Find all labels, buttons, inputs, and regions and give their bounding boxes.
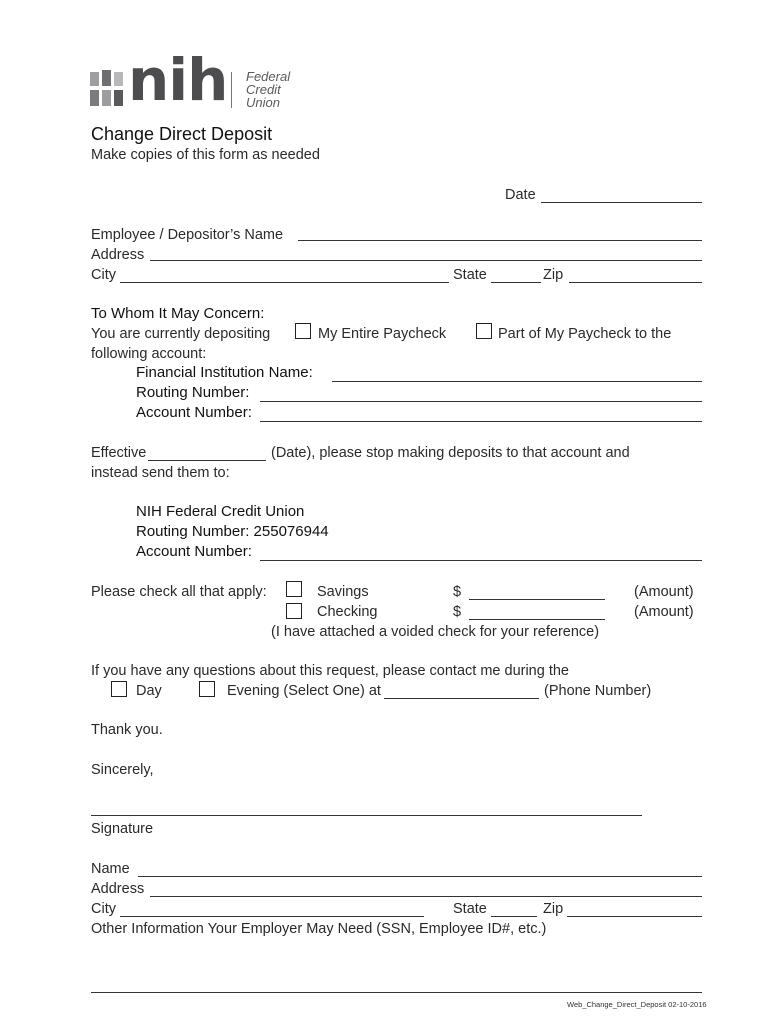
page-title: Change Direct Deposit (91, 124, 273, 144)
state-field[interactable] (491, 282, 541, 283)
footer-rule (91, 992, 702, 993)
financial-institution-label: Financial Institution Name: (136, 364, 313, 381)
checking-label: Checking (317, 604, 378, 620)
part-paycheck-checkbox[interactable] (476, 323, 492, 339)
bottom-state-label: State (453, 901, 487, 917)
account-number-label: Account Number: (136, 404, 252, 421)
bottom-city-field[interactable] (120, 916, 424, 917)
checking-amount-field[interactable] (469, 619, 605, 620)
sincerely-text: Sincerely, (91, 762, 154, 778)
routing-number-field[interactable] (260, 401, 702, 402)
day-checkbox[interactable] (111, 681, 127, 697)
effective-date-field[interactable] (148, 460, 266, 461)
savings-dollar-sign: $ (453, 584, 462, 600)
bottom-zip-label: Zip (543, 901, 564, 917)
entire-paycheck-checkbox[interactable] (295, 323, 311, 339)
bottom-address-field[interactable] (150, 896, 702, 897)
zip-label: Zip (543, 267, 564, 283)
date-field[interactable] (541, 202, 702, 203)
phone-number-label: (Phone Number) (544, 683, 652, 699)
checking-amount-label: (Amount) (634, 604, 694, 620)
date-label: Date (505, 187, 536, 203)
phone-number-field[interactable] (384, 698, 539, 699)
routing-number-label: Routing Number: (136, 384, 250, 401)
logo-divider (231, 72, 232, 108)
employee-name-label: Employee / Depositor’s Name (91, 227, 284, 243)
employee-name-field[interactable] (298, 240, 702, 241)
bottom-zip-field[interactable] (567, 916, 702, 917)
logo-wordmark: nih (128, 46, 228, 114)
zip-field[interactable] (569, 282, 702, 283)
account-number-field[interactable] (260, 421, 702, 422)
evening-checkbox[interactable] (199, 681, 215, 697)
part-paycheck-label: Part of My Paycheck to the (498, 326, 672, 342)
nih-name: NIH Federal Credit Union (136, 503, 305, 520)
city-label: City (91, 267, 116, 283)
nih-account-number-field[interactable] (260, 560, 702, 561)
day-label: Day (136, 683, 162, 699)
entire-paycheck-label: My Entire Paycheck (318, 326, 447, 342)
other-info-text: Other Information Your Employer May Need (SSN, Employee ID#, etc.) (91, 921, 547, 937)
savings-checkbox[interactable] (286, 581, 302, 597)
nih-routing-number: Routing Number: 255076944 (136, 523, 329, 540)
thank-you-text: Thank you. (91, 722, 163, 738)
name-field[interactable] (138, 876, 702, 877)
address-label: Address (91, 247, 145, 263)
voided-check-note: (I have attached a voided check for your reference) (271, 624, 600, 640)
state-label: State (453, 267, 487, 283)
questions-text: If you have any questions about this request, please contact me during the (91, 663, 569, 679)
checking-checkbox[interactable] (286, 603, 302, 619)
savings-amount-label: (Amount) (634, 584, 694, 600)
logo-line-union: Union (246, 95, 280, 110)
footer-form-code: Web_Change_Direct_Deposit 02-10-2016 (567, 1000, 707, 1009)
nih-logo (90, 46, 310, 114)
check-all-text: Please check all that apply: (91, 584, 267, 600)
bottom-state-field[interactable] (491, 916, 537, 917)
savings-label: Savings (317, 584, 369, 600)
logo-line-credit: Credit (246, 82, 281, 97)
savings-amount-field[interactable] (469, 599, 605, 600)
logo-line-federal: Federal (246, 69, 291, 84)
bottom-city-label: City (91, 901, 116, 917)
checking-dollar-sign: $ (453, 604, 462, 620)
evening-label: Evening (Select One) at (227, 683, 381, 699)
concern-heading: To Whom It May Concern: (91, 305, 265, 322)
nih-account-number-label: Account Number: (136, 543, 252, 560)
instead-text: instead send them to: (91, 465, 230, 481)
financial-institution-field[interactable] (332, 381, 702, 382)
page-subtitle: Make copies of this form as needed (91, 147, 320, 163)
signature-field[interactable] (91, 815, 642, 816)
name-label: Name (91, 861, 130, 877)
address-field[interactable] (150, 260, 702, 261)
effective-label: Effective (91, 445, 147, 461)
signature-label: Signature (91, 821, 154, 837)
logo-mark-icon (90, 70, 124, 122)
bottom-address-label: Address (91, 881, 145, 897)
city-field[interactable] (120, 282, 449, 283)
depositing-text: You are currently depositing (91, 326, 271, 342)
effective-rest-text: (Date), please stop making deposits to that account and (271, 445, 630, 461)
following-account-text: following account: (91, 346, 207, 362)
